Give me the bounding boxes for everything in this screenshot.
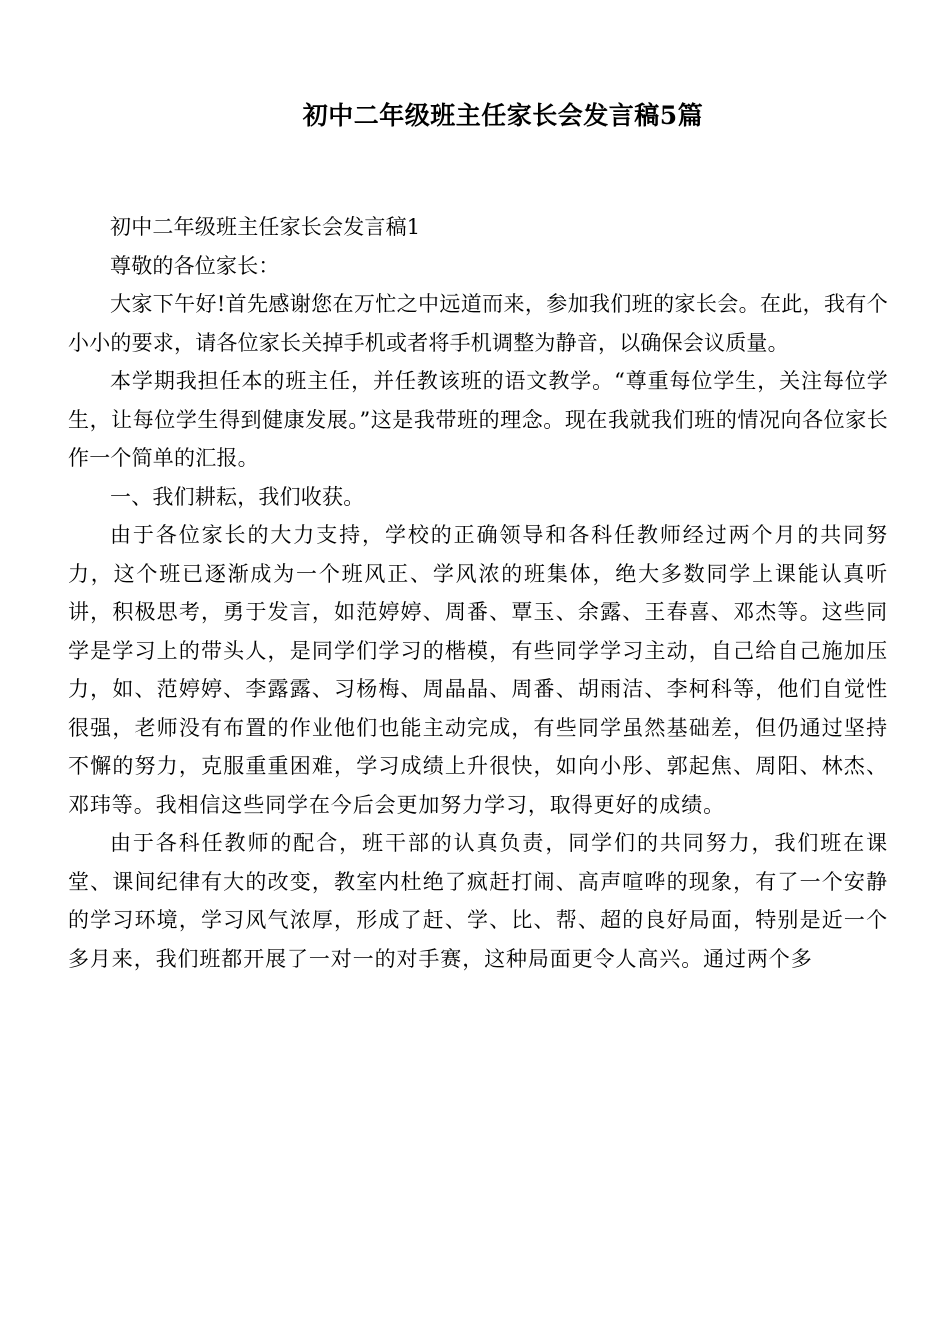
salutation: 尊敬的各位家长： (110, 253, 280, 278)
subheading-harvest: 一、我们耕耘，我们收获。 (110, 484, 365, 509)
paragraph-greeting: 大家下午好!首先感谢您在万忙之中远道而来，参加我们班的家长会。在此，我有个小小的要求，请各位家长关掉手机或者将手机调整为静音，以确保会议质量。 (68, 292, 888, 355)
paragraph-discipline: 由于各科任教师的配合，班干部的认真负责，同学们的共同努力，我们班在课堂、课间纪律有大的改变，教室内杜绝了疯赶打闹、高声喧哗的现象，有了一个安静的学习环境，学习风气浓厚，形成了赶、学、比、帮、超的良好局面，特别是近一个多月来，我们班都开展了一对一的对手赛，这种局面更令人高兴。通过两个多 (68, 831, 888, 971)
document-body (68, 208, 888, 978)
document-title: 初中二年级班主任家长会发言稿5篇 (302, 101, 704, 130)
section-heading: 初中二年级班主任家长会发言稿1 (110, 215, 421, 239)
paragraph-intro: 本学期我担任本的班主任，并任教该班的语文教学。“尊重每位学生，关注每位学生，让每位学生得到健康发展。”这是我带班的理念。现在我就我们班的情况向各位家长作一个简单的汇报。 (68, 369, 888, 470)
paragraph-achievements: 由于各位家长的大力支持，学校的正确领导和各科任教师经过两个月的共同努力，这个班已逐渐成为一个班风正、学风浓的班集体，绝大多数同学上课能认真听讲，积极思考，勇于发言，如范婷婷、周番、覃玉、余露、王春喜、邓杰等。这些同学是学习上的带头人，是同学们学习的楷模，有些同学学习主动，自己给自己施加压力，如、范婷婷、李露露、习杨梅、周晶晶、周番、胡雨洁、李柯科等，他们自觉性很强，老师没有布置的作业他们也能主动完成，有些同学虽然基础差，但仍通过坚持不懈的努力，克服重重困难，学习成绩上升很快，如向小彤、郭起焦、周阳、林杰、邓玮等。我相信这些同学在今后会更加努力学习，取得更好的成绩。 (68, 523, 888, 817)
